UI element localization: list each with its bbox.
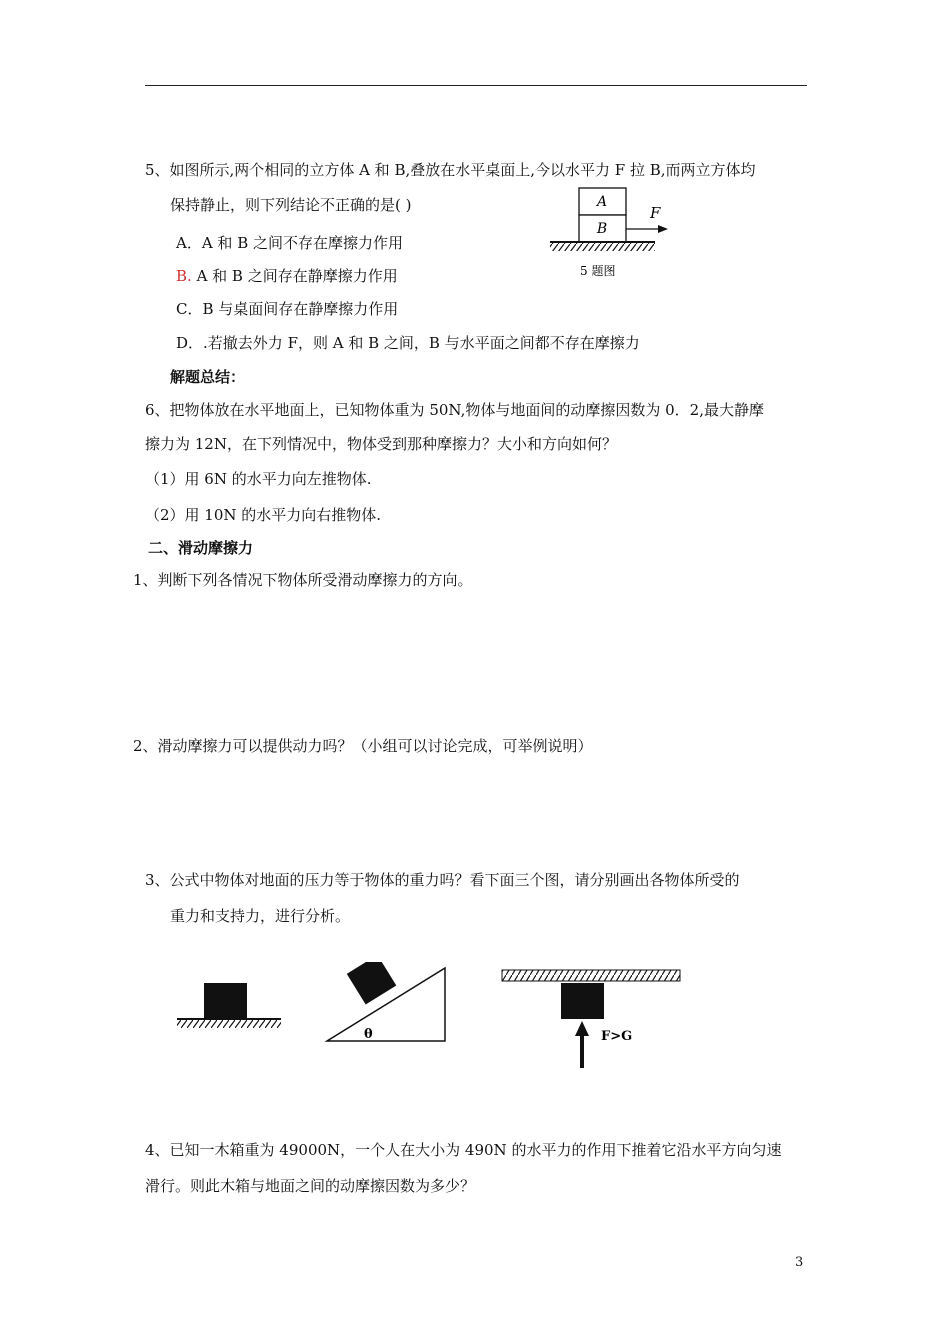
figure-caption: 5 题图 xyxy=(580,264,616,278)
q5-option-b-text: A 和 B 之间存在静摩擦力作用 xyxy=(191,267,398,285)
q5-option-a: A．A 和 B 之间不存在摩擦力作用 xyxy=(176,234,403,252)
s2-q3-line1: 3、公式中物体对地面的压力等于物体的重力吗？看下面三个图，请分别画出各物体所受的 xyxy=(145,871,740,889)
push-arrowhead xyxy=(575,1021,589,1036)
q6-line1: 6、把物体放在水平地面上，已知物体重为 50N,物体与地面间的动摩擦因数为 0．2,最大静摩 xyxy=(145,401,764,419)
block xyxy=(347,962,397,1004)
fig-block-on-floor xyxy=(175,980,285,1030)
q5-option-c: C．B 与桌面间存在静摩擦力作用 xyxy=(176,300,399,318)
q6-line2: 擦力为 12N，在下列情况中，物体受到那种摩擦力？大小和方向如何？ xyxy=(145,435,617,453)
block xyxy=(561,983,604,1019)
q6-sub1: （1）用 6N 的水平力向左推物体. xyxy=(145,470,372,488)
q6-sub2: （2）用 10N 的水平力向右推物体. xyxy=(145,506,382,524)
s2-q2: 2、滑动摩擦力可以提供动力吗？（小组可以讨论完成，可举例说明） xyxy=(133,737,593,755)
s2-q4-line1: 4、已知一木箱重为 49000N，一个人在大小为 490N 的水平力的作用下推着它沿水平方向匀速 xyxy=(145,1141,782,1159)
ceiling-hatch xyxy=(502,970,680,981)
force-label: F>G xyxy=(601,1029,633,1044)
block-a-label: A xyxy=(596,194,608,210)
q5-line2: 保持静止，则下列结论不正确的是( ) xyxy=(170,196,412,214)
summary-label: 解题总结： xyxy=(170,368,246,386)
fig-block-on-ceiling xyxy=(500,965,685,1073)
q5-option-d: D．.若撤去外力 F，则 A 和 B 之间，B 与水平面之间都不存在摩擦力 xyxy=(176,334,640,352)
fig-block-on-incline xyxy=(322,962,452,1047)
q5-figure xyxy=(540,180,700,290)
header-rule xyxy=(145,85,807,86)
force-label: F xyxy=(650,204,661,222)
s2-q1: 1、判断下列各情况下物体所受滑动摩擦力的方向。 xyxy=(133,571,473,589)
q5-option-b-letter: B. xyxy=(176,267,192,285)
q5-line1: 5、如图所示,两个相同的立方体 A 和 B,叠放在水平桌面上,今以水平力 F 拉 B,而两立方体均 xyxy=(145,161,756,179)
s2-q4-line2: 滑行。则此木箱与地面之间的动摩擦因数为多少？ xyxy=(145,1177,476,1195)
force-arrowhead xyxy=(658,225,668,233)
ground-hatch xyxy=(550,243,655,251)
block-b-label: B xyxy=(596,221,608,237)
q5-option-b xyxy=(176,266,398,286)
floor-hatch xyxy=(177,1020,281,1028)
s2-q3-line2: 重力和支持力，进行分析。 xyxy=(170,907,351,925)
theta-label: θ xyxy=(364,1027,373,1042)
section2-title: 二、滑动摩擦力 xyxy=(148,539,254,557)
page-number: 3 xyxy=(795,1255,804,1270)
block xyxy=(204,983,247,1019)
